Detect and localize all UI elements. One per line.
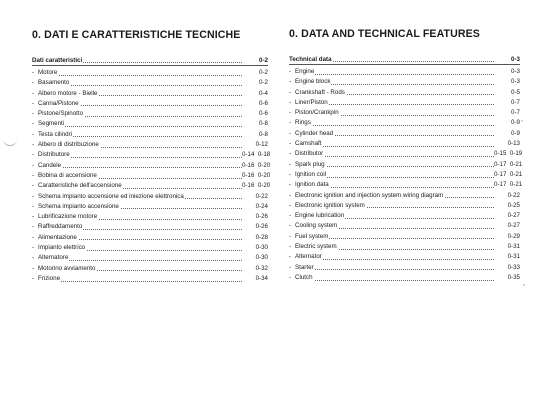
toc-entry-label: Distributor — [295, 149, 324, 159]
toc-entry[interactable] — [32, 140, 268, 150]
toc-entry-label: Testa cilindri — [38, 130, 73, 140]
toc-entry-label: Engine block — [295, 77, 331, 87]
dot-leader — [295, 146, 494, 147]
toc-entry-label: Cylinder head — [295, 129, 334, 139]
toc-entry-label: Basamento — [38, 78, 70, 88]
toc-bullet: - — [32, 130, 35, 138]
toc-entry-label: Starter — [295, 263, 315, 273]
dot-leader — [38, 126, 242, 127]
toc-header-row[interactable] — [289, 56, 520, 65]
toc-entry-pages: 0-30 — [242, 243, 268, 253]
toc-entry-label: Ignition coil — [295, 170, 327, 180]
toc-entry-pages: 0-8 — [242, 119, 268, 129]
toc-entry-label: Albero di distribuzione — [38, 140, 100, 150]
toc-bullet: - — [289, 170, 292, 178]
toc-entry-label: Camshaft — [295, 139, 322, 149]
toc-entry-pages: 0-27 — [494, 221, 520, 231]
toc-bullet: - — [32, 264, 35, 272]
toc-bullet: - — [289, 68, 292, 75]
toc-entry-label: Caratteristiche dell'accensione — [38, 181, 123, 191]
toc-bullet: - — [32, 274, 35, 282]
toc-entry[interactable] — [289, 221, 520, 231]
toc-entry-pages: 0-9 — [494, 118, 520, 128]
toc-entry[interactable] — [289, 88, 520, 98]
toc-entry-label: Distributore — [38, 150, 71, 160]
toc-entry[interactable] — [289, 98, 520, 108]
toc-bullet: - — [289, 232, 292, 240]
toc-bullet: - — [289, 88, 292, 96]
scan-speck — [521, 120, 523, 122]
toc-bullet: - — [289, 212, 292, 220]
toc-entry-pages: 0-6 — [242, 99, 268, 109]
toc-bullet: - — [32, 202, 35, 210]
toc-entry-pages: 0-24 — [242, 202, 268, 212]
toc-entry-pages: 0-14 0-18 — [242, 150, 268, 160]
toc-header-label: Technical data — [289, 56, 332, 63]
toc-bullet: - — [289, 273, 292, 281]
toc-entry-pages: 0-29 — [494, 232, 520, 242]
toc-entry-pages: 0-5 — [494, 88, 520, 98]
toc-bullet: - — [289, 201, 292, 209]
toc-entry-label: Ignition data — [295, 180, 330, 190]
toc-entry[interactable] — [32, 89, 268, 99]
toc-header-pages: 0-2 — [242, 57, 268, 65]
toc-bullet: - — [32, 79, 35, 87]
toc-bullet: - — [289, 191, 292, 199]
toc-bullet: - — [32, 244, 35, 252]
toc-entry-label: Albero motore - Bielle — [38, 89, 99, 99]
section-heading-italian: 0. DATI E CARATTERISTICHE TECNICHE — [32, 29, 241, 41]
toc-entry-pages: 0-31 — [494, 242, 520, 252]
toc-entry-pages: 0-16 0-20 — [242, 171, 268, 181]
toc-entry[interactable] — [32, 274, 268, 284]
toc-entry[interactable] — [32, 233, 268, 243]
toc-entry[interactable] — [289, 180, 523, 190]
toc-bullet: - — [32, 192, 35, 200]
toc-entry-pages: 0-34 — [242, 274, 268, 284]
toc-header-row[interactable] — [32, 57, 268, 66]
toc-entry-label: Alimentazione — [38, 233, 78, 243]
toc-entry-pages: 0-13 — [494, 139, 520, 149]
toc-entry-label: Liner/Piston — [295, 98, 329, 108]
toc-entry-pages: 0-25 — [494, 201, 520, 211]
toc-entry-pages: 0-3 — [494, 67, 520, 77]
dot-leader — [295, 269, 494, 270]
toc-bullet: - — [32, 213, 35, 221]
toc-entry-pages: 0-17 0-21 — [494, 160, 520, 170]
toc-entry[interactable] — [32, 264, 268, 274]
toc-entry-label: Crankshaft - Rods — [295, 88, 346, 98]
toc-entry-pages: 0-22 — [494, 191, 520, 201]
dot-leader — [295, 125, 494, 126]
toc-bullet: - — [32, 110, 35, 118]
toc-entry-label: Bobina di accensione — [38, 171, 98, 181]
toc-entry[interactable] — [32, 99, 268, 109]
toc-entry-label: Motorino avviamento — [38, 264, 96, 274]
toc-entry-label: Fuel system — [295, 232, 329, 242]
toc-entry-label: Schema impianto accensione ed iniezione elettronica — [38, 192, 185, 202]
toc-entry[interactable] — [32, 202, 268, 212]
toc-bullet: - — [289, 253, 292, 261]
margin-scribble — [3, 137, 17, 146]
toc-entry[interactable] — [289, 77, 520, 87]
toc-bullet: - — [289, 140, 292, 148]
toc-entry-label: Segmenti — [38, 119, 65, 129]
toc-entry-label: Motore — [38, 68, 58, 78]
toc-entry[interactable] — [289, 129, 520, 139]
dot-leader — [295, 156, 494, 157]
toc-entry-label: Alternatore — [38, 253, 69, 263]
toc-bullet: - — [289, 160, 292, 168]
dot-leader — [38, 167, 242, 168]
toc-entry-pages: 0-31 — [494, 252, 520, 262]
toc-header-label: Dati caratteristici — [32, 57, 83, 64]
toc-entry-label: Raffreddamento — [38, 222, 83, 232]
toc-entry-pages: 0-17 0-21 — [494, 170, 520, 180]
toc-bullet: - — [32, 161, 35, 169]
toc-entry-pages: 0-30 — [242, 253, 268, 263]
toc-list-english — [289, 56, 523, 283]
toc-entry-pages: 0-2 — [242, 78, 268, 88]
toc-entry[interactable] — [289, 263, 520, 273]
toc-entry-label: Clutch — [295, 273, 314, 283]
toc-bullet: - — [289, 150, 292, 158]
toc-entry[interactable] — [32, 212, 268, 222]
toc-entry[interactable] — [289, 118, 520, 128]
toc-entry[interactable] — [289, 252, 520, 262]
toc-bullet: - — [32, 182, 35, 190]
toc-entry-pages: 0-6 — [242, 109, 268, 119]
dot-leader — [38, 281, 242, 282]
toc-bullet: - — [32, 141, 35, 149]
toc-entry[interactable] — [289, 149, 523, 159]
dot-leader — [295, 259, 494, 260]
toc-bullet: - — [289, 263, 292, 271]
toc-entry-label: Impianto elettrico — [38, 243, 86, 253]
toc-entry-label: Rings — [295, 118, 312, 128]
toc-bullet: - — [289, 119, 292, 127]
toc-entry[interactable] — [32, 192, 268, 202]
toc-bullet: - — [32, 120, 35, 128]
toc-entry[interactable] — [289, 160, 523, 170]
toc-entry-pages: 0-2 — [242, 68, 268, 78]
toc-entry-label: Lubrificazione motore — [38, 212, 98, 222]
toc-bullet: - — [32, 151, 35, 159]
toc-entry[interactable] — [32, 253, 268, 263]
toc-entry-pages: 0-15 0-19 — [494, 149, 520, 159]
toc-entry-label: Candele — [38, 161, 62, 171]
toc-entry-label: Pistone/Spinotto — [38, 109, 84, 119]
toc-entry[interactable] — [32, 243, 268, 253]
toc-entry-pages: 0-8 — [242, 130, 268, 140]
toc-entry-pages: 0-9 — [494, 129, 520, 139]
toc-entry[interactable] — [289, 211, 520, 221]
section-heading-english: 0. DATA AND TECHNICAL FEATURES — [289, 28, 480, 40]
toc-entry[interactable] — [289, 108, 520, 118]
toc-bullet: - — [289, 78, 292, 86]
toc-entry[interactable] — [289, 170, 523, 180]
toc-entry-label: Engine lubrication — [295, 211, 345, 221]
toc-entry-pages: 0-26 — [242, 222, 268, 232]
toc-bullet: - — [32, 233, 35, 241]
toc-entry-pages: 0-7 — [494, 108, 520, 118]
toc-entry-pages: 0-32 — [242, 264, 268, 274]
toc-entry[interactable] — [32, 109, 268, 119]
toc-entry[interactable] — [32, 161, 271, 171]
toc-entry-pages: 0-28 — [242, 233, 268, 243]
toc-bullet: - — [289, 129, 292, 137]
toc-entry-pages: 0-22 — [242, 192, 268, 202]
toc-entry[interactable] — [289, 273, 520, 283]
toc-bullet: - — [289, 243, 292, 251]
toc-entry[interactable] — [32, 68, 268, 78]
toc-bullet: - — [32, 89, 35, 97]
toc-entry-label: Canna/Pistone — [38, 99, 80, 109]
toc-bullet: - — [32, 99, 35, 107]
toc-entry-label: Schema impianto accensione — [38, 202, 120, 212]
toc-entry-pages: 0-4 — [242, 89, 268, 99]
toc-entry-label: Frizione — [38, 274, 61, 284]
toc-entry-label: Spark plug — [295, 160, 326, 170]
toc-entry[interactable] — [32, 119, 268, 129]
toc-bullet: - — [32, 171, 35, 179]
toc-entry[interactable] — [32, 171, 271, 181]
toc-entry[interactable] — [289, 242, 520, 252]
toc-entry-label: Electronic ignition and injection system wiring diagram — [295, 191, 444, 201]
toc-bullet: - — [289, 98, 292, 106]
toc-entry-label: Alternator — [295, 252, 323, 262]
toc-bullet: - — [32, 223, 35, 231]
toc-entry[interactable] — [289, 201, 520, 211]
toc-entry[interactable] — [32, 78, 268, 88]
toc-bullet: - — [289, 222, 292, 230]
toc-bullet: - — [32, 69, 35, 76]
toc-entry-label: Engine — [295, 67, 315, 77]
toc-entry[interactable] — [289, 232, 520, 242]
toc-entry[interactable] — [32, 150, 271, 160]
dot-leader — [38, 75, 242, 76]
toc-entry-label: Cooling system — [295, 221, 338, 231]
toc-entry[interactable] — [32, 130, 268, 140]
scan-speck — [523, 284, 525, 286]
toc-entry-pages: 0-3 — [494, 77, 520, 87]
toc-entry-pages: 0-33 — [494, 263, 520, 273]
toc-entry[interactable] — [32, 222, 268, 232]
toc-bullet: - — [289, 109, 292, 117]
toc-entry-pages: 0-17 0-21 — [494, 180, 520, 190]
toc-entry[interactable] — [289, 191, 520, 201]
toc-entry[interactable] — [289, 67, 520, 77]
dot-leader — [295, 74, 494, 75]
toc-entry-pages: 0-12 — [242, 140, 268, 150]
toc-header-pages: 0-3 — [494, 56, 520, 64]
toc-bullet: - — [32, 254, 35, 262]
toc-bullet: - — [289, 181, 292, 189]
toc-entry[interactable] — [289, 139, 520, 149]
toc-entry[interactable] — [32, 181, 271, 191]
toc-entry-pages: 0-16 0-20 — [242, 161, 268, 171]
toc-entry-pages: 0-16 0-20 — [242, 181, 268, 191]
toc-entry-pages: 0-27 — [494, 211, 520, 221]
toc-entry-label: Electronic ignition system — [295, 201, 366, 211]
toc-entry-label: Piston/Crankpin — [295, 108, 340, 118]
toc-entry-label: Electric system — [295, 242, 338, 252]
toc-entry-pages: 0-7 — [494, 98, 520, 108]
toc-list-italian — [32, 57, 271, 284]
toc-entry-pages: 0-35 — [494, 273, 520, 283]
dot-leader — [295, 280, 494, 281]
toc-entry-pages: 0-26 — [242, 212, 268, 222]
